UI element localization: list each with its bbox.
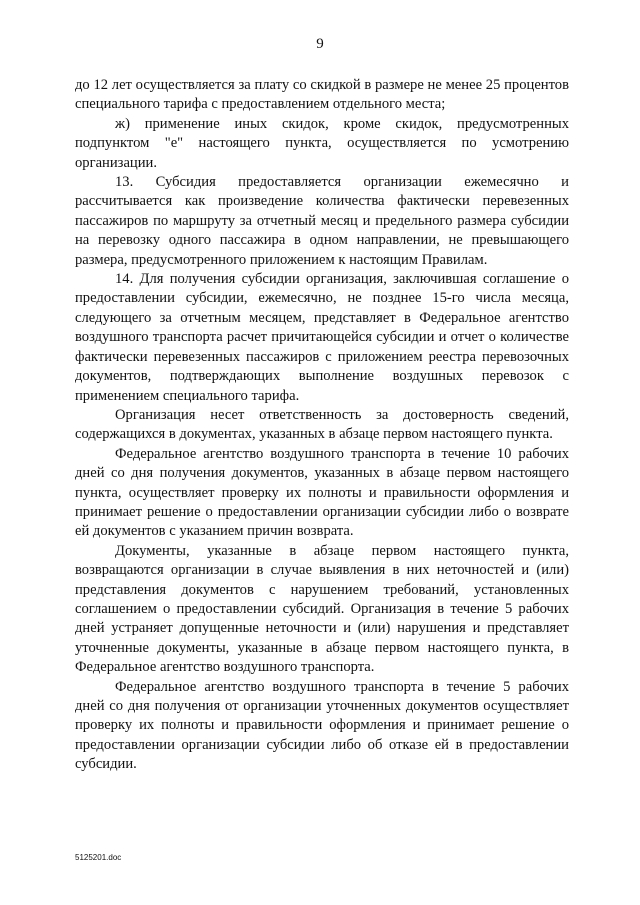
- paragraph-responsibility: Организация несет ответственность за достоверность сведений, содержащихся в документах, указанных в абзаце первом настоящего пункта.: [75, 406, 569, 443]
- paragraph-continuation: до 12 лет осуществляется за плату со скидкой в размере не менее 25 процентов специального тарифа с предоставлением отдельного места;: [75, 77, 569, 113]
- footer-filename: 5125201.doc: [75, 853, 122, 862]
- paragraph-agency-review: Федеральное агентство воздушного транспорта в течение 10 рабочих дней со дня получения документов, указанных в абзаце первом настоящего пункта, осуществляет проверку их полноты и правильности оформления и принимает решение о предоставлении организации субсидии либо о возврате ей документов с указанием причин возврата.: [75, 445, 569, 540]
- document-body: [75, 76, 569, 775]
- paragraph-item-14: 14. Для получения субсидии организация, заключившая соглашение о предоставлении субсидии, ежемесячно, не позднее 15-го числа месяца, следующего за отчетным месяцем, представляет в Федеральное агентство воздушного транспорта расчет причитающейся субсидии и отчет о количестве фактически перевезенных пассажиров с приложением реестра перевозочных документов, подтверждающих выполнение воздушных перевозок с применением специального тарифа.: [75, 271, 569, 404]
- page-number: 9: [316, 36, 324, 52]
- paragraph-item-13: 13. Субсидия предоставляется организации ежемесячно и рассчитывается как произведение количества фактически перевезенных пассажиров по маршруту за отчетный месяц и предельного размера субсидии на перевозку одного пассажира в одном направлении, не превышающего размера, предусмотренного приложением к настоящим Правилам.: [75, 174, 569, 268]
- paragraph-documents-return: Документы, указанные в абзаце первом настоящего пункта, возвращаются организации в случае выявления в них неточностей и (или) представления документов с нарушением требований, установленных соглашением о предоставлении субсидий. Организация в течение 5 рабочих дней устраняет допущенные неточности и (или) нарушения и представляет уточненные документы, указанные в абзаце первом настоящего пункта, в Федеральное агентство воздушного транспорта.: [75, 542, 569, 676]
- paragraph-item-zh: ж) применение иных скидок, кроме скидок, предусмотренных подпунктом "е" настоящего пункта, осуществляется по усмотрению организации.: [75, 115, 569, 171]
- paragraph-agency-decision: Федеральное агентство воздушного транспорта в течение 5 рабочих дней со дня получения от организации уточненных документов осуществляет проверку их полноты и правильности оформления и принимает решение о предоставлении организации субсидии либо об отказе ей в предоставлении субсидии.: [75, 678, 569, 773]
